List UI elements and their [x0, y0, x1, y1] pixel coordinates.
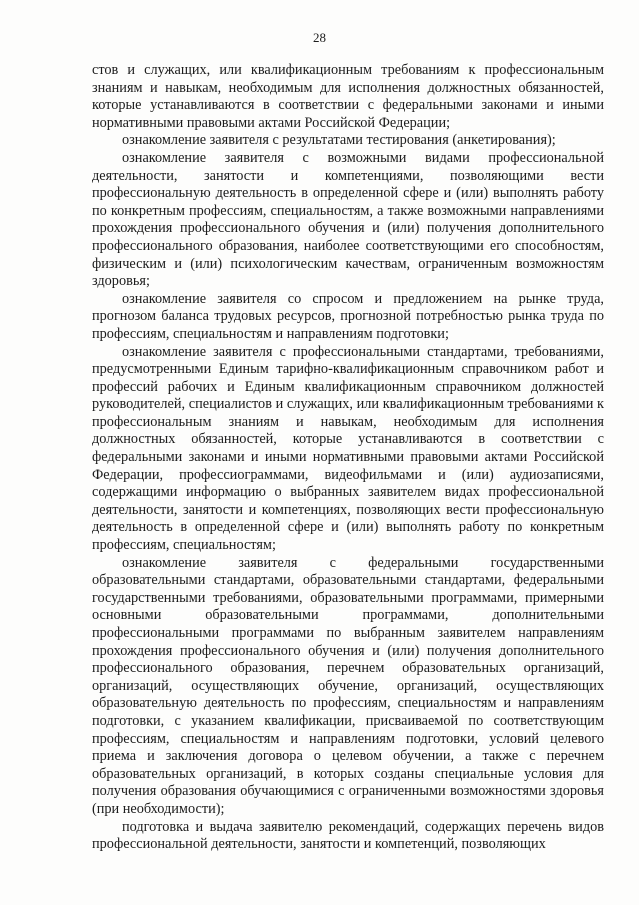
page-number: 28: [313, 30, 326, 45]
paragraph-labor-market: ознакомление заявителя со спросом и предложением на рынке труда, прогнозом баланса трудовых ресурсов, прогнозной потребностью рынка труда по профессиям, специальностям и направлениям подготовки;: [92, 290, 604, 342]
paragraph-continuation: стов и служащих, или квалификационным требованиям к профессиональным знаниям и навыкам, необходимым для исполнения должностных обязанностей, которые устанавливаются в соответствии с федеральными законами и иными нормативными правовыми актами Российской Федерации;: [92, 62, 604, 131]
paragraph-educational-standards: ознакомление заявителя с федеральными государственными образовательными стандартами, образовательными стандартами, федеральными государственными требованиями, образовательными программами, примерными основными образовательными программами, дополнительными профессиональными программами по выбранным заявителем направлениям прохождения профессионального обучения и (или) получения дополнительного профессионального образования, перечнем образовательных организаций, организаций, осуществляющих обучение, организаций, осуществляющих образовательную деятельность по профессиям, специальностям и направлениям подготовки, с указанием квалификации, присваиваемой по соответствующим профессиям, специальностям и направлениям подготовки, условий целевого приема и заключения договора о целевом обучении, а также с перечнем образовательных организаций, в которых созданы специальные условия для получения образования обучающимися с ограниченными возможностями здоровья (при необходимости);: [92, 554, 604, 817]
paragraph-professional-standards: ознакомление заявителя с профессиональными стандартами, требованиями, предусмотренными Единым тарифно-квалификационным справочником работ и профессий рабочих и Единым квалификационным справочником должностей руководителей, специалистов и служащих, или квалификационным требованиями к профессиональным знаниям и навыкам, необходимым для исполнения должностных обязанностей, которые устанавливаются в соответствии с федеральными законами и иными нормативными правовыми актами Российской Федерации, профессиограммами, видеофильмами и (или) аудиозаписями, содержащими информацию о выбранных заявителем видах профессиональной деятельности, занятости и компетенциях, позволяющих вести профессиональную деятельность в определенной сфере и (или) выполнять работу по конкретным профессиям, специальностям;: [92, 343, 604, 554]
document-body: [92, 62, 604, 854]
paragraph-recommendations: подготовка и выдача заявителю рекомендаций, содержащих перечень видов профессиональной деятельности, занятости и компетенций, позволяющих: [92, 818, 604, 853]
paragraph-test-results: ознакомление заявителя с результатами тестирования (анкетирования);: [122, 132, 556, 149]
paragraph-activity-types: ознакомление заявителя с возможными видами профессиональной деятельности, занятости и компетенциями, позволяющими вести профессиональную деятельность в определенной сфере и (или) выполнять работу по конкретным профессиям, специальностям, а также возможными направлениями прохождения профессионального обучения и (или) получения дополнительного профессионального образования, наиболее соответствующими его способностям, физическим и (или) психологическим качествам, ограниченным возможностям здоровья;: [92, 149, 604, 290]
